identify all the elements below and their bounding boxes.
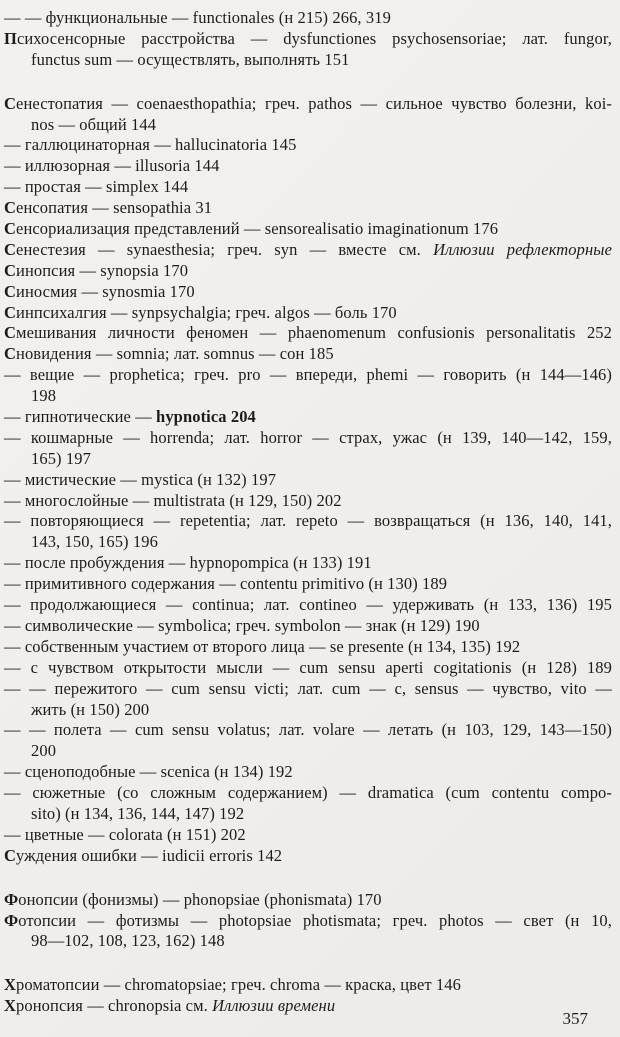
text-segment: роматопсии — chromatopsiae; греч. chroma — краска, цвет 146 bbox=[16, 975, 461, 995]
cross-reference-text: Иллюзии времени bbox=[212, 996, 336, 1016]
text-line bbox=[4, 240, 612, 261]
text-line bbox=[4, 449, 612, 470]
text-segment: мешивания личности феномен — phaenomenum confusionis personalitatis 252 bbox=[16, 323, 612, 343]
text-line bbox=[4, 428, 612, 449]
text-line bbox=[4, 115, 612, 136]
text-segment: С bbox=[4, 302, 17, 322]
text-line bbox=[4, 720, 612, 741]
text-line bbox=[4, 470, 612, 491]
text-segment: — с чувством открытости мысли — cum sensu aperti cogitationis (н 128) 189 bbox=[4, 657, 612, 677]
text-segment: hypnotica 204 bbox=[156, 407, 256, 427]
text-segment: сихосенсорные расстройства — dysfunctiones psychosensoriae; лат. fungor, bbox=[16, 28, 612, 48]
text-segment: Х bbox=[4, 975, 17, 995]
text-segment: — — пережитого — cum sensu victi; лат. cum — с, sensus — чувство, vito — bbox=[4, 678, 612, 698]
text-segment: П bbox=[4, 28, 17, 48]
text-line bbox=[4, 658, 612, 679]
text-segment: онопсии (фонизмы) — phonopsiae (phonismata) 170 bbox=[18, 889, 382, 909]
text-segment: — кошмарные — horrenda; лат. horror — страх, ужас (н 139, 140—142, 159, bbox=[4, 427, 612, 447]
text-line bbox=[4, 8, 612, 29]
page-number: 357 bbox=[562, 1009, 588, 1028]
text-line bbox=[4, 50, 612, 71]
text-line bbox=[4, 94, 612, 115]
text-segment: инопсия — synopsia 170 bbox=[16, 260, 189, 280]
text-line bbox=[4, 804, 612, 825]
index-text bbox=[4, 8, 612, 1017]
text-line bbox=[4, 323, 612, 344]
text-line bbox=[4, 198, 612, 219]
text-segment: С bbox=[4, 281, 17, 301]
text-line bbox=[4, 679, 612, 700]
text-line bbox=[4, 700, 612, 721]
text-line bbox=[4, 616, 612, 637]
text-segment: — собственным участием от второго лица — se presente (н 134, 135) 192 bbox=[4, 636, 521, 656]
text-segment: 165) 197 bbox=[31, 448, 91, 468]
text-segment: енестезия — synaesthesia; греч. syn — вместе см. bbox=[16, 239, 434, 259]
text-segment: functus sum — осуществлять, выполнять 151 bbox=[31, 49, 350, 69]
text-line bbox=[4, 135, 612, 156]
text-line bbox=[4, 975, 612, 996]
text-line bbox=[4, 386, 612, 407]
text-segment: — символические — symbolica; греч. symbolon — знак (н 129) 190 bbox=[4, 615, 480, 635]
text-segment: енсопатия — sensopathia 31 bbox=[16, 198, 213, 218]
text-segment: — повторяющиеся — repetentia; лат. repeto — возвращаться (н 136, 140, 141, bbox=[4, 511, 612, 531]
text-line bbox=[4, 553, 612, 574]
text-segment: nos — общий 144 bbox=[31, 114, 157, 134]
text-segment: — гипнотические — bbox=[4, 407, 157, 427]
text-segment: С bbox=[4, 260, 17, 280]
text-segment: — галлюцинаторная — hallucinatoria 145 bbox=[4, 135, 297, 155]
text-segment: С bbox=[4, 239, 17, 259]
text-segment: уждения ошибки — iudicii erroris 142 bbox=[16, 845, 283, 865]
text-line bbox=[4, 282, 612, 303]
text-segment: — мистические — mystica (н 132) 197 bbox=[4, 469, 277, 489]
text-segment: С bbox=[4, 198, 17, 218]
text-segment: Х bbox=[4, 996, 17, 1016]
text-line bbox=[4, 303, 612, 324]
text-segment: Ф bbox=[4, 889, 19, 909]
text-line bbox=[4, 931, 612, 952]
text-segment: жить (н 150) 200 bbox=[31, 699, 150, 719]
text-segment: — цветные — colorata (н 151) 202 bbox=[4, 824, 246, 844]
text-line bbox=[4, 996, 612, 1017]
text-line bbox=[4, 825, 612, 846]
text-line bbox=[4, 741, 612, 762]
text-line bbox=[4, 365, 612, 386]
text-line bbox=[4, 344, 612, 365]
text-segment: — — функциональные — functionales (н 215) 266, 319 bbox=[4, 8, 391, 27]
text-line bbox=[4, 407, 612, 428]
text-segment: — вещие — prophetica; греч. pro — впереди, phemi — говорить (н 144—146) bbox=[4, 365, 612, 385]
text-line bbox=[4, 762, 612, 783]
text-segment: 200 bbox=[31, 741, 57, 761]
text-segment: 98—102, 108, 123, 162) 148 bbox=[31, 931, 225, 951]
text-segment: С bbox=[4, 845, 17, 865]
text-segment: ронопсия — chronopsia см. bbox=[16, 996, 213, 1016]
text-segment: Ф bbox=[4, 910, 19, 930]
text-segment: С bbox=[4, 323, 17, 343]
text-line bbox=[4, 219, 612, 240]
text-segment: — иллюзорная — illusoria 144 bbox=[4, 156, 220, 176]
text-segment: С bbox=[4, 344, 17, 364]
text-segment: С bbox=[4, 93, 17, 113]
text-segment: — — полета — cum sensu volatus; лат. volare — летать (н 103, 129, 143—150) bbox=[4, 720, 612, 740]
text-line bbox=[4, 511, 612, 532]
text-segment: новидения — somnia; лат. somnus — сон 185 bbox=[16, 344, 334, 364]
text-segment: — сценоподобные — scenica (н 134) 192 bbox=[4, 762, 293, 782]
text-segment: — примитивного содержания — contentu primitivo (н 130) 189 bbox=[4, 574, 448, 594]
text-segment: 198 bbox=[31, 386, 57, 406]
text-line bbox=[4, 29, 612, 50]
text-segment: — продолжающиеся — continua; лат. contineo — удерживать (н 133, 136) 195 bbox=[4, 595, 612, 615]
text-segment: С bbox=[4, 219, 17, 239]
text-segment: — простая — simplex 144 bbox=[4, 177, 189, 197]
text-segment: отопсии — фотизмы — photopsiae photismata; греч. photos — свет (н 10, bbox=[18, 910, 612, 930]
text-segment: 143, 150, 165) 196 bbox=[31, 532, 158, 552]
text-line bbox=[4, 595, 612, 616]
text-segment: енсориализация представлений — sensorealisatio imaginationum 176 bbox=[16, 219, 499, 239]
text-line bbox=[4, 637, 612, 658]
text-segment: — сюжетные (со сложным содержанием) — dramatica (cum contentu compo- bbox=[4, 783, 612, 803]
text-segment: — после пробуждения — hypnopompica (н 133) 191 bbox=[4, 553, 372, 573]
text-segment: инпсихалгия — synpsychalgia; греч. algos — боль 170 bbox=[16, 302, 397, 322]
text-segment: sito) (н 134, 136, 144, 147) 192 bbox=[31, 803, 245, 823]
text-line bbox=[4, 177, 612, 198]
text-segment: енестопатия — coenaesthopathia; греч. pathos — сильное чувство болезни, koi- bbox=[16, 93, 612, 113]
text-line bbox=[4, 261, 612, 282]
text-line bbox=[4, 491, 612, 512]
text-line bbox=[4, 890, 612, 911]
text-segment: иносмия — synosmia 170 bbox=[16, 281, 195, 301]
text-line bbox=[4, 156, 612, 177]
text-line bbox=[4, 783, 612, 804]
text-line bbox=[4, 532, 612, 553]
text-line bbox=[4, 846, 612, 867]
text-line bbox=[4, 911, 612, 932]
text-line bbox=[4, 574, 612, 595]
cross-reference-text: Иллюзии рефлекторные bbox=[433, 239, 612, 259]
text-segment: — многослойные — multistrata (н 129, 150) 202 bbox=[4, 490, 342, 510]
